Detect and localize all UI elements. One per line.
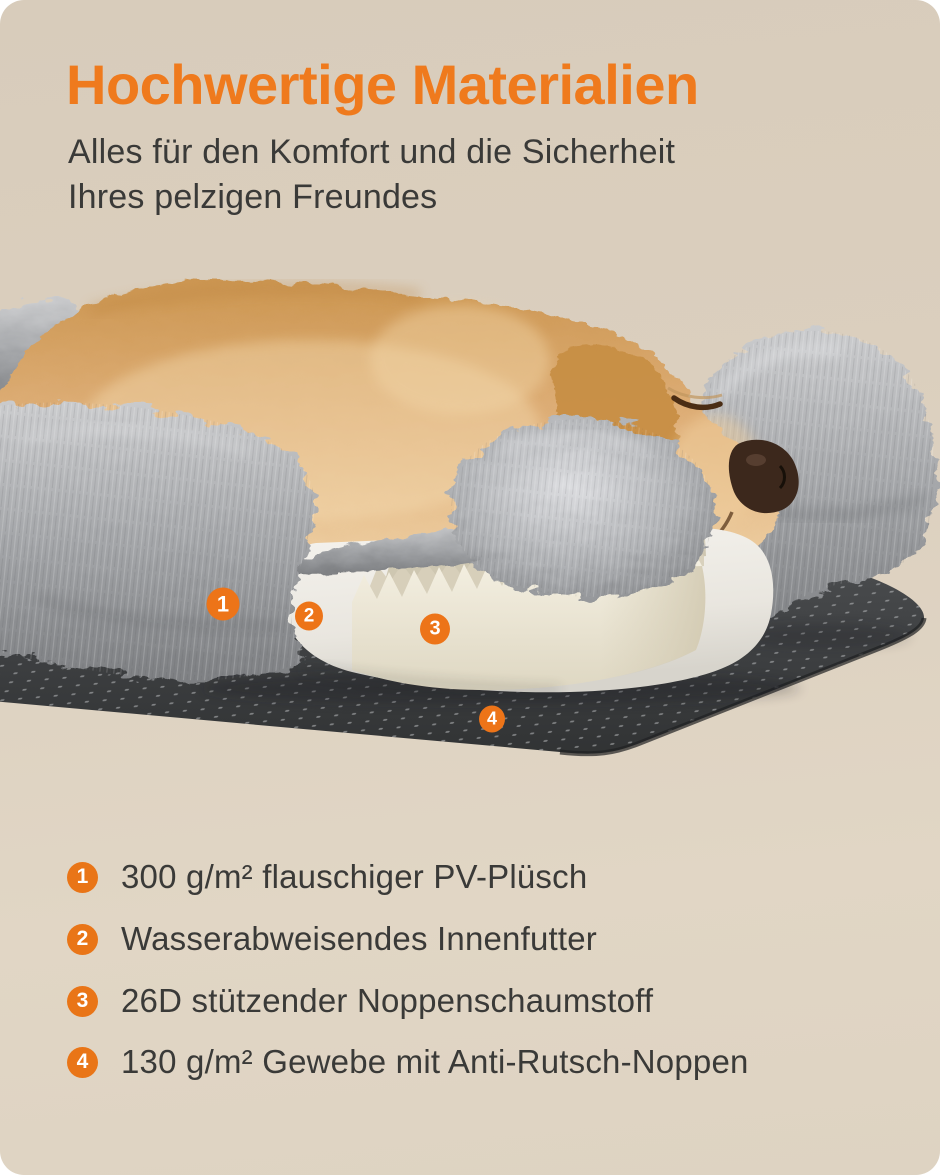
callout-4: 4 <box>479 706 505 733</box>
page-subtitle <box>68 130 828 220</box>
legend-text-1: 300 g/m² flauschiger PV-Plüsch <box>121 858 588 895</box>
legend-text-4: 130 g/m² Gewebe mit Anti-Rutsch-Noppen <box>121 1043 749 1080</box>
subtitle-line-1: Alles für den Komfort und die Sicherheit <box>68 133 676 171</box>
callout-1: 1 <box>207 588 240 621</box>
legend-item-1 <box>67 859 587 895</box>
legend-item-3 <box>67 983 653 1019</box>
legend-text-2: Wasserabweisendes Innenfutter <box>121 920 598 957</box>
product-photo <box>0 248 940 808</box>
plush-mattress-front <box>0 402 315 680</box>
callout-2: 2 <box>295 602 323 631</box>
legend-item-4 <box>67 1044 749 1080</box>
legend-item-2 <box>67 921 597 957</box>
callout-3: 3 <box>420 614 450 645</box>
pom-cushion <box>451 419 714 596</box>
subtitle-line-2: Ihres pelzigen Freundes <box>68 178 438 216</box>
page-title: Hochwertige Materialien <box>66 53 699 116</box>
legend-bullet-3: 3 <box>67 986 98 1017</box>
legend-text-3: 26D stützender Noppenschaumstoff <box>121 982 654 1019</box>
legend-bullet-1: 1 <box>67 862 98 893</box>
legend-bullet-2: 2 <box>67 924 98 955</box>
legend-bullet-4: 4 <box>67 1047 98 1078</box>
